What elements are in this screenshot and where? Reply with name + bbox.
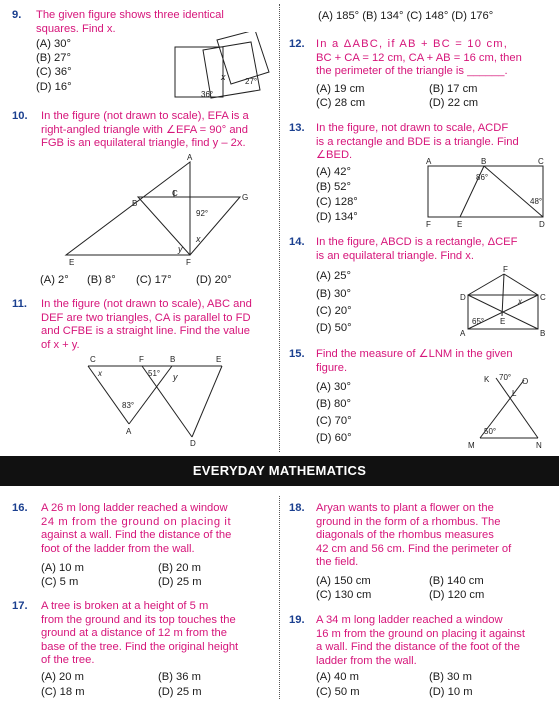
fig-label: N xyxy=(536,441,542,450)
question-number: 10. xyxy=(12,110,28,122)
question-text: 16 m from the ground on placing it against xyxy=(316,627,525,640)
question-text: the field. xyxy=(316,556,359,569)
fig-label: D xyxy=(460,293,466,302)
option-b: (B) 140 cm xyxy=(429,575,484,587)
option-a: (A) 30° xyxy=(36,38,71,50)
fig-label: 51° xyxy=(148,369,161,378)
question-number: 16. xyxy=(12,502,28,514)
question-text: ladder from the wall. xyxy=(316,654,417,667)
question-number: 13. xyxy=(289,122,305,134)
option-b: (B) 27° xyxy=(36,52,71,64)
fig-label: 83° xyxy=(122,401,135,410)
question-17 xyxy=(12,600,274,668)
option-c: (C) 36° xyxy=(36,66,72,78)
option-b: (B) 52° xyxy=(316,181,351,193)
q11-figure xyxy=(82,352,242,448)
question-text: foot of the ladder from the wall. xyxy=(41,542,195,555)
option-c: (C) 17° xyxy=(136,274,172,286)
fig-label: 65° xyxy=(472,317,485,326)
option-d: (D) 16° xyxy=(36,81,72,93)
option-d: (D) 25 m xyxy=(158,576,202,588)
column-divider-top xyxy=(279,4,280,452)
option-c: (C) 18 m xyxy=(41,686,85,698)
question-text: Find the measure of ∠LNM in the given xyxy=(316,348,513,360)
fig-label: D xyxy=(190,439,196,448)
fig-label: 48° xyxy=(530,197,543,206)
question-text: and CFBE is a straight line. Find the value xyxy=(41,325,250,338)
question-text: In the figure, not drawn to scale, ACDF xyxy=(316,122,509,134)
fig-label: x xyxy=(221,72,226,82)
fig-label: 86° xyxy=(476,173,489,182)
option-a: (A) 30° xyxy=(316,381,351,393)
fig-label: 27° xyxy=(245,77,258,86)
section-title: EVERYDAY MATHEMATICS xyxy=(192,463,367,478)
option-b: (B) 30 m xyxy=(429,671,472,683)
fig-label: A xyxy=(187,153,193,162)
question-text: a wall. Find the distance of the foot of the xyxy=(316,641,520,654)
option-a: (A) 42° xyxy=(316,166,351,178)
q9-figure xyxy=(165,32,277,102)
question-text: In a ΔABC, if AB + BC = 10 cm, xyxy=(316,38,509,50)
fig-label: F xyxy=(503,265,508,274)
fig-label: D xyxy=(539,220,545,229)
question-text: FGB is an equilateral triangle, find y – 2x. xyxy=(41,137,246,150)
question-text: squares. Find x. xyxy=(36,22,116,35)
question-text: against a wall. Find the distance of the xyxy=(41,529,232,542)
question-number: 9. xyxy=(12,9,22,21)
q13-figure xyxy=(420,158,550,230)
option-b: (B) 20 m xyxy=(158,562,201,574)
fig-label: E xyxy=(69,258,75,267)
option-b: (B) 17 cm xyxy=(429,83,478,95)
option-d: (D) 10 m xyxy=(429,686,473,698)
question-text: In the figure, ABCD is a rectangle, ΔCEF xyxy=(316,236,518,248)
question-text: the perimeter of the triangle is ______. xyxy=(316,65,508,78)
fig-label: B xyxy=(170,355,176,364)
question-text: BC + CA = 12 cm, CA + AB = 16 cm, then xyxy=(316,51,522,64)
q15-figure xyxy=(462,366,552,450)
fig-label: y xyxy=(178,244,183,254)
question-13 xyxy=(289,122,549,163)
fig-label: y xyxy=(173,372,178,382)
option-d: (D) 25 m xyxy=(158,686,202,698)
question-text: of the tree. xyxy=(41,654,95,667)
question-text: 42 cm and 56 cm. Find the perimeter of xyxy=(316,542,512,555)
option-d: (D) 134° xyxy=(316,211,358,223)
option-c: (C) 50 m xyxy=(316,686,360,698)
fig-label: K xyxy=(484,375,490,384)
option-c: (C) 28 cm xyxy=(316,97,366,109)
q14-figure xyxy=(452,262,552,342)
option-a: (A) 10 m xyxy=(41,562,84,574)
question-text: A tree is broken at a height of 5 m xyxy=(41,600,209,612)
question-number: 17. xyxy=(12,600,28,612)
fig-label: B xyxy=(540,329,546,338)
fig-label: G xyxy=(242,193,249,202)
fig-label: F xyxy=(186,258,191,267)
question-text: ∠BED. xyxy=(316,149,353,162)
question-text: In the figure (not drawn to scale), ABC and xyxy=(41,298,252,310)
question-text: ground at a distance of 12 m from the xyxy=(41,627,227,640)
option-c: (C) 130 cm xyxy=(316,589,372,601)
fig-label: M xyxy=(468,441,475,450)
question-number: 15. xyxy=(289,348,305,360)
option-a: (A) 40 m xyxy=(316,671,359,683)
fig-label: O xyxy=(522,377,529,386)
fig-label: x xyxy=(196,234,201,244)
option-d: (D) 22 cm xyxy=(429,97,479,109)
question-text: The given figure shows three identical xyxy=(36,9,224,21)
question-text: DEF are two triangles, CA is parallel to FD xyxy=(41,311,251,324)
fig-label: C xyxy=(90,355,96,364)
option-b: (B) 36 m xyxy=(158,671,201,683)
question-text: from the ground and its top touches the xyxy=(41,613,236,626)
fig-label: E xyxy=(500,317,506,326)
q10-figure xyxy=(50,152,265,270)
question-text: Aryan wants to plant a flower on the xyxy=(316,502,494,514)
fig-label: C xyxy=(540,293,546,302)
question-text: is an equilateral triangle. Find x. xyxy=(316,249,474,262)
question-14 xyxy=(289,236,549,263)
option-a: (A) 25° xyxy=(316,270,351,282)
option-d: (D) 20° xyxy=(196,274,232,286)
question-19 xyxy=(289,614,549,668)
fig-label: F xyxy=(426,220,431,229)
option-a: (A) 150 cm xyxy=(316,575,371,587)
fig-label: B xyxy=(481,158,487,166)
question-18 xyxy=(289,502,549,570)
fig-label: A xyxy=(126,427,132,436)
option-c: (C) 128° xyxy=(316,196,358,208)
question-number: 19. xyxy=(289,614,305,626)
question-text: diagonals of the rhombus measures xyxy=(316,529,494,542)
option-a: (A) 19 cm xyxy=(316,83,365,95)
option-d: (D) 120 cm xyxy=(429,589,485,601)
question-11 xyxy=(12,298,274,352)
option-d: (D) 50° xyxy=(316,322,352,334)
question-number: 14. xyxy=(289,236,305,248)
fig-label: E xyxy=(457,220,463,229)
option-a: (A) 2° xyxy=(40,274,69,286)
question-16 xyxy=(12,502,274,556)
fig-label: B xyxy=(132,199,138,208)
fig-label: 50° xyxy=(484,427,497,436)
option-d: (D) 60° xyxy=(316,432,352,444)
question-text: figure. xyxy=(316,361,348,374)
option-c: (C) 20° xyxy=(316,305,352,317)
question-text: A 26 m long ladder reached a window xyxy=(41,502,228,514)
q11-options-line: (A) 185° (B) 134° (C) 148° (D) 176° xyxy=(318,10,494,22)
option-a: (A) 20 m xyxy=(41,671,84,683)
question-10 xyxy=(12,110,274,151)
question-text: right-angled triangle with ∠EFA = 90° and xyxy=(41,123,248,136)
option-b: (B) 80° xyxy=(316,398,351,410)
fig-label: E xyxy=(216,355,222,364)
fig-label: 70° xyxy=(499,373,512,382)
question-text: is a rectangle and BDE is a triangle. Find xyxy=(316,135,519,148)
question-text: ground in the form of a rhombus. The xyxy=(316,515,501,528)
question-number: 18. xyxy=(289,502,305,514)
fig-label: 92° xyxy=(196,209,209,218)
fig-label: x xyxy=(518,297,522,306)
question-text: In the figure (not drawn to scale), EFA is a xyxy=(41,110,249,122)
fig-label: 36° xyxy=(201,90,214,99)
fig-label: L xyxy=(512,389,517,398)
option-c: (C) 5 m xyxy=(41,576,79,588)
option-b: (B) 8° xyxy=(87,274,116,286)
option-c: (C) 70° xyxy=(316,415,352,427)
fig-label: C xyxy=(538,158,544,166)
fig-label: x xyxy=(98,369,102,378)
fig-label: A xyxy=(426,158,432,166)
question-text: of x + y. xyxy=(41,338,80,351)
question-text: A 34 m long ladder reached a window xyxy=(316,614,503,626)
fig-label: A xyxy=(460,329,466,338)
question-12 xyxy=(289,38,549,79)
column-divider-bottom xyxy=(279,496,280,699)
option-b: (B) 30° xyxy=(316,288,351,300)
question-number: 12. xyxy=(289,38,305,50)
fig-label: C xyxy=(172,189,178,198)
question-text: base of the tree. Find the original height xyxy=(41,640,239,653)
fig-label: F xyxy=(139,355,144,364)
question-number: 11. xyxy=(12,298,27,310)
question-text: 24 m from the ground on placing it xyxy=(41,515,232,528)
